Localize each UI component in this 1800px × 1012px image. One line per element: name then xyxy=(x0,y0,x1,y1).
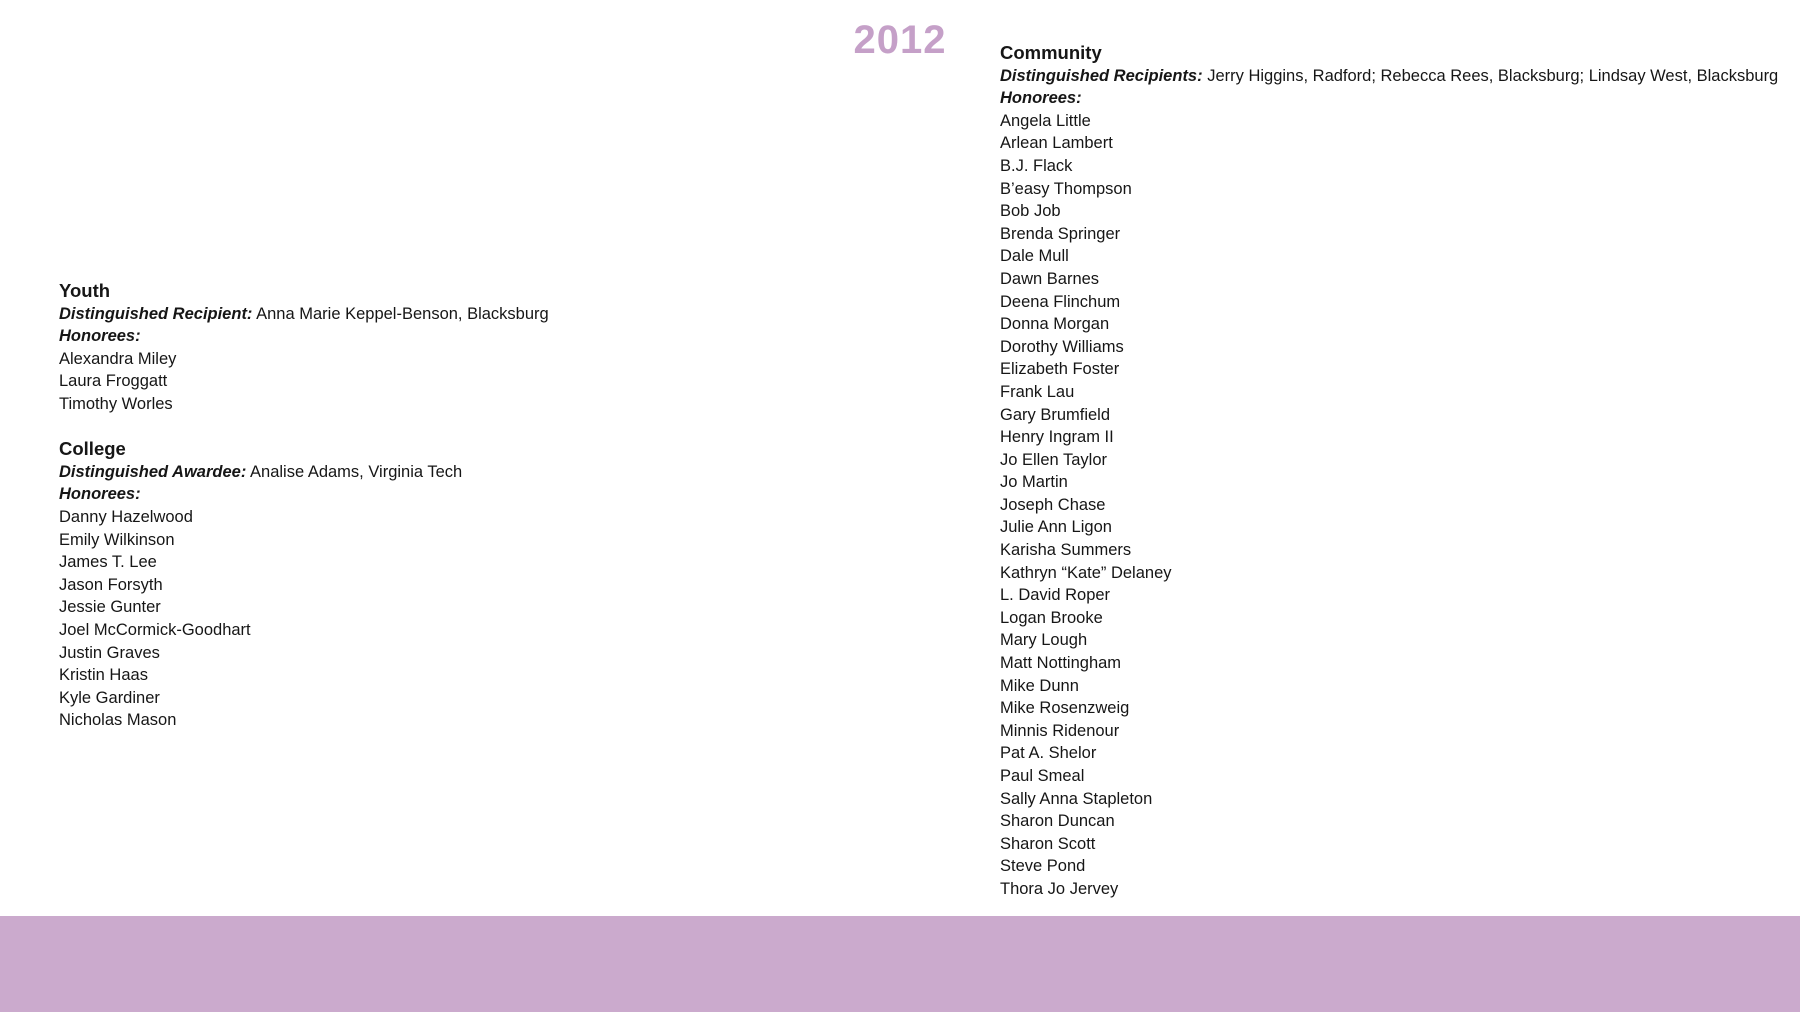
honoree-name: Mike Rosenzweig xyxy=(1000,699,1130,718)
honorees-list-college xyxy=(59,506,549,732)
honoree-name: Paul Smeal xyxy=(1000,767,1085,785)
honoree-name: Frank Lau xyxy=(1000,382,1075,401)
honoree-name: Justin Graves xyxy=(59,643,160,662)
honorees-list-community xyxy=(1000,110,1778,901)
section-heading-community: Community xyxy=(1000,42,1102,63)
honoree-name: B.J. Flack xyxy=(1000,156,1073,175)
honoree-name: Nicholas Mason xyxy=(59,711,177,730)
honoree-name: Bob Job xyxy=(1000,202,1061,221)
honoree-name: Jason Forsyth xyxy=(59,575,163,594)
honoree-name: Kathryn “Kate” Delaney xyxy=(1000,563,1172,582)
honoree-name: Dawn Barnes xyxy=(1000,269,1100,288)
distinguished-value: Jerry Higgins, Radford; Rebecca Rees, Blacksburg; Lindsay West, Blacksburg xyxy=(1207,66,1779,85)
honoree-name: Arlean Lambert xyxy=(1000,134,1113,153)
distinguished-line xyxy=(59,303,549,326)
honoree-name: Timothy Worles xyxy=(59,394,173,413)
year-title: 2012 xyxy=(853,18,947,62)
honoree-name: L. David Roper xyxy=(1000,586,1111,605)
distinguished-line xyxy=(1000,65,1778,88)
section-youth xyxy=(59,280,549,416)
distinguished-label: Distinguished Recipient: xyxy=(59,304,253,323)
honoree-name: Henry Ingram II xyxy=(1000,428,1114,447)
honoree-name: B’easy Thompson xyxy=(1000,179,1132,198)
honoree-name: Elizabeth Foster xyxy=(1000,360,1120,379)
honorees-label: Honorees: xyxy=(1000,89,1082,108)
honoree-name: Sharon Scott xyxy=(1000,834,1096,853)
honoree-name: Sally Anna Stapleton xyxy=(1000,789,1153,808)
honorees-label: Honorees: xyxy=(59,485,141,504)
honoree-name: Sharon Duncan xyxy=(1000,812,1115,831)
honoree-name: Angela Little xyxy=(1000,111,1091,130)
honoree-name: Dale Mull xyxy=(1000,247,1069,266)
distinguished-value: Anna Marie Keppel-Benson, Blacksburg xyxy=(256,304,549,323)
honoree-name: Deena Flinchum xyxy=(1000,292,1121,311)
footer-bar xyxy=(0,916,1800,1012)
honoree-name: Laura Froggatt xyxy=(59,372,168,391)
honoree-name: Danny Hazelwood xyxy=(59,507,193,526)
section-college xyxy=(59,438,549,732)
honoree-name: Joel McCormick-Goodhart xyxy=(59,620,251,639)
honoree-name: Matt Nottingham xyxy=(1000,654,1122,673)
honoree-name: Jessie Gunter xyxy=(59,598,161,617)
honoree-name: James T. Lee xyxy=(59,553,157,572)
honoree-name: Steve Pond xyxy=(1000,857,1086,876)
distinguished-value: Analise Adams, Virginia Tech xyxy=(250,462,463,481)
honoree-name: Gary Brumfield xyxy=(1000,405,1111,424)
honoree-name: Julie Ann Ligon xyxy=(1000,518,1112,537)
honoree-name: Joseph Chase xyxy=(1000,495,1106,514)
honoree-name: Emily Wilkinson xyxy=(59,530,175,549)
honoree-name: Mary Lough xyxy=(1000,631,1088,650)
honoree-name: Logan Brooke xyxy=(1000,608,1103,627)
honoree-name: Jo Ellen Taylor xyxy=(1000,450,1108,469)
honoree-name: Dorothy Williams xyxy=(1000,337,1124,356)
distinguished-label: Distinguished Awardee: xyxy=(59,462,247,481)
honoree-name: Alexandra Miley xyxy=(59,349,177,368)
honoree-name: Thora Jo Jervey xyxy=(1000,879,1119,898)
section-heading-youth: Youth xyxy=(59,280,111,301)
honorees-list-youth xyxy=(59,348,549,416)
section-heading-college: College xyxy=(59,438,126,460)
honoree-name: Donna Morgan xyxy=(1000,315,1110,334)
honoree-name: Mike Dunn xyxy=(1000,676,1079,695)
distinguished-label: Distinguished Recipients: xyxy=(1000,66,1203,85)
right-column xyxy=(1000,42,1778,901)
honoree-name: Karisha Summers xyxy=(1000,541,1132,560)
honoree-name: Kristin Haas xyxy=(59,666,148,685)
left-column xyxy=(59,280,549,732)
section-community xyxy=(1000,42,1778,901)
honoree-name: Brenda Springer xyxy=(1000,224,1121,243)
distinguished-line xyxy=(59,461,549,484)
honoree-name: Minnis Ridenour xyxy=(1000,721,1120,740)
honorees-label: Honorees: xyxy=(59,327,141,346)
honoree-name: Pat A. Shelor xyxy=(1000,744,1097,763)
honoree-name: Jo Martin xyxy=(1000,473,1068,492)
honoree-name: Kyle Gardiner xyxy=(59,688,160,707)
